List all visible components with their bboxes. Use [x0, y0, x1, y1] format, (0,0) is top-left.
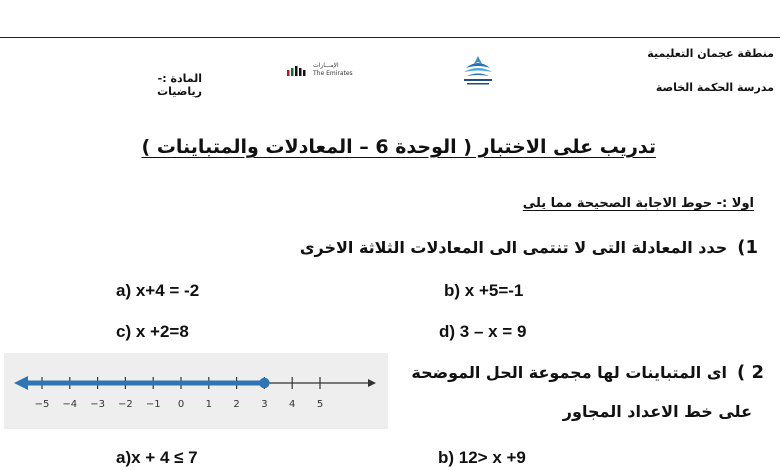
- axis-arrow-right: [368, 379, 376, 387]
- question-1: [300, 237, 758, 258]
- question-2: [411, 362, 764, 383]
- tick-label: −1: [145, 399, 161, 410]
- tick-label: 3: [261, 399, 268, 410]
- question-text-line-2: على خط الاعداد المجاور: [562, 402, 752, 421]
- tick-label: 1: [205, 399, 212, 410]
- option-a[interactable]: a)x + 4 ≤ 7: [116, 448, 198, 467]
- tick-label: −5: [34, 399, 50, 410]
- option-b[interactable]: b) 12> x +9: [438, 448, 526, 467]
- question-text-line-1: اى المتباينات لها مجموعة الحل الموضحة: [411, 363, 727, 382]
- tick-label: 2: [233, 399, 240, 410]
- header-divider: [0, 37, 780, 38]
- page-title: تدريب على الاختبار ( الوحدة 6 – المعادلات والمتباينات ): [141, 136, 656, 158]
- subject-label: المادة :- رياضيات: [157, 72, 202, 98]
- number-line: [4, 353, 388, 429]
- option-d[interactable]: d) 3 – x = 9: [439, 322, 527, 341]
- tick-label: 4: [289, 399, 296, 410]
- option-c[interactable]: c) x +2=8: [116, 322, 189, 341]
- tick-label: 5: [316, 399, 324, 410]
- tick-label: −4: [62, 399, 78, 410]
- question-number: 2 ): [736, 362, 764, 383]
- region-name: منطقة عجمان التعليمية: [647, 47, 774, 60]
- option-b[interactable]: b) x +5=-1: [444, 281, 524, 300]
- section-heading: اولا :- حوط الاجابة الصحيحة مما يلى: [522, 196, 754, 211]
- tick-label: −2: [118, 399, 133, 410]
- school-logo: [458, 52, 498, 88]
- school-name: مدرسة الحكمة الخاصة: [655, 81, 774, 94]
- question-number: 1): [737, 237, 758, 258]
- question-text: حدد المعادلة التى لا تنتمى الى المعادلات الثلاثة الاخرى: [299, 238, 728, 257]
- option-a[interactable]: a) x+4 = -2: [116, 281, 200, 300]
- tick-label: −3: [90, 399, 105, 410]
- solution-arrow: [14, 376, 28, 390]
- endpoint-dot: [260, 379, 269, 388]
- tick-label: 0: [177, 399, 185, 410]
- number-line-figure: [4, 353, 388, 429]
